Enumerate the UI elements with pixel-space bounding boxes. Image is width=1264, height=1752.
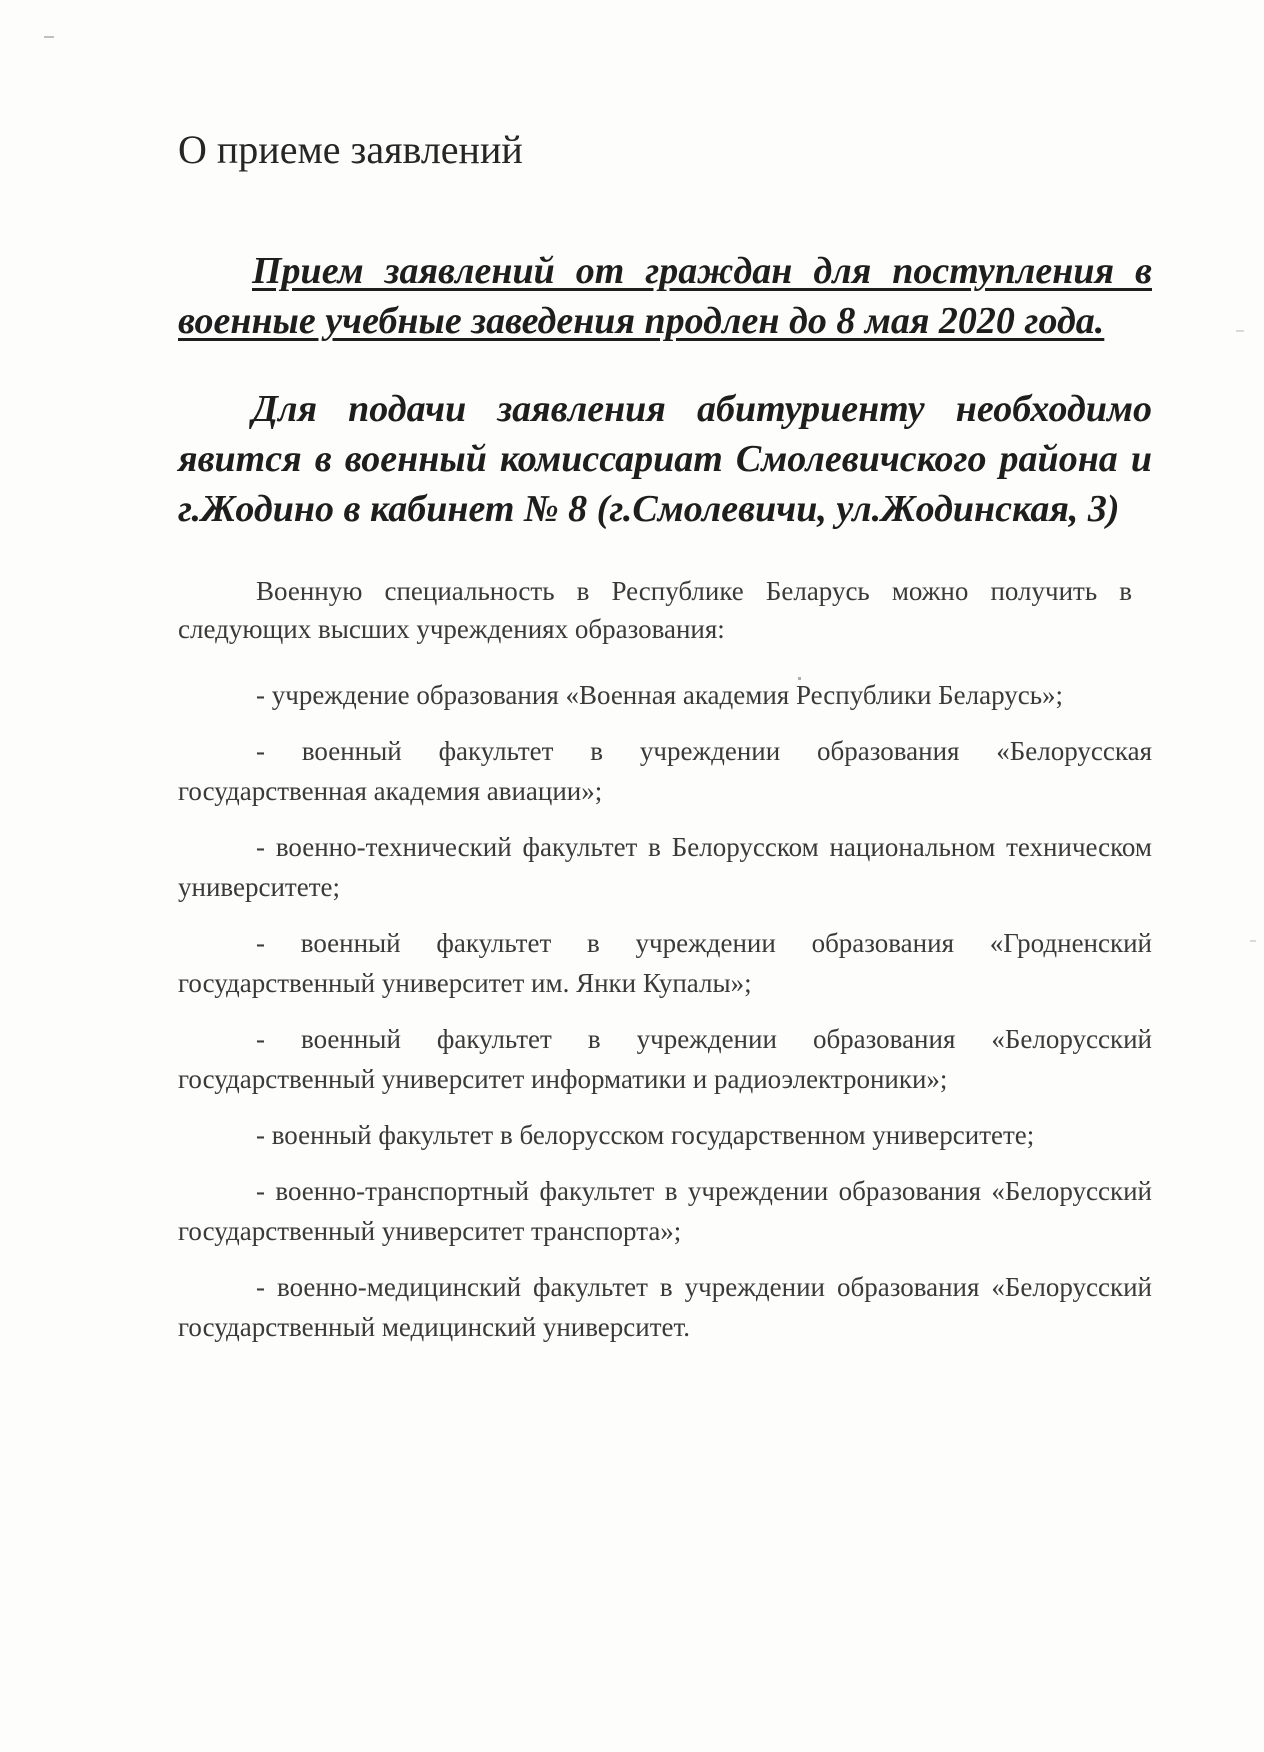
notice-instructions: Для подачи заявления абитуриенту необходимо явится в военный комиссариат Смолевичского района и г.Жодино в кабинет № 8 (г.Смолевичи, ул.Жодинская, 3) <box>178 388 1152 530</box>
institutions-list <box>178 675 1152 1347</box>
document-title: О приеме заявлений <box>178 127 523 172</box>
intro-paragraph: Военную специальность в Республике Беларусь можно получить в следующих высших учреждениях образования: <box>178 576 1132 644</box>
list-item: - военный факультет в учреждении образования «Белорусский государственный университет информатики и радиоэлектроники»; <box>178 1024 1152 1094</box>
notice-deadline-text: Прием заявлений от граждан для поступления в военные учебные заведения продлен до 8 мая 2020 года. <box>178 250 1152 342</box>
scan-speck <box>44 36 54 38</box>
document-body <box>178 126 1152 1363</box>
list-item: - военно-медицинский факультет в учреждении образования «Белорусский государственный медицинский университет. <box>178 1272 1152 1342</box>
scan-speck <box>1236 330 1244 332</box>
list-item: - военный факультет в белорусском государственном университете; <box>256 1120 1035 1150</box>
list-item: - учреждение образования «Военная академия Республики Беларусь»; <box>256 680 1064 710</box>
list-item: - военный факультет в учреждении образования «Белорусская государственная академия авиации»; <box>178 736 1152 806</box>
list-item: - военно-транспортный факультет в учреждении образования «Белорусский государственный университет транспорта»; <box>178 1176 1152 1246</box>
list-item: - военный факультет в учреждении образования «Гродненский государственный университет им. Янки Купалы»; <box>178 928 1152 998</box>
list-item: - военно-технический факультет в Белорусском национальном техническом университете; <box>178 832 1152 902</box>
notice-deadline <box>178 246 1152 346</box>
scan-speck <box>1250 940 1256 942</box>
